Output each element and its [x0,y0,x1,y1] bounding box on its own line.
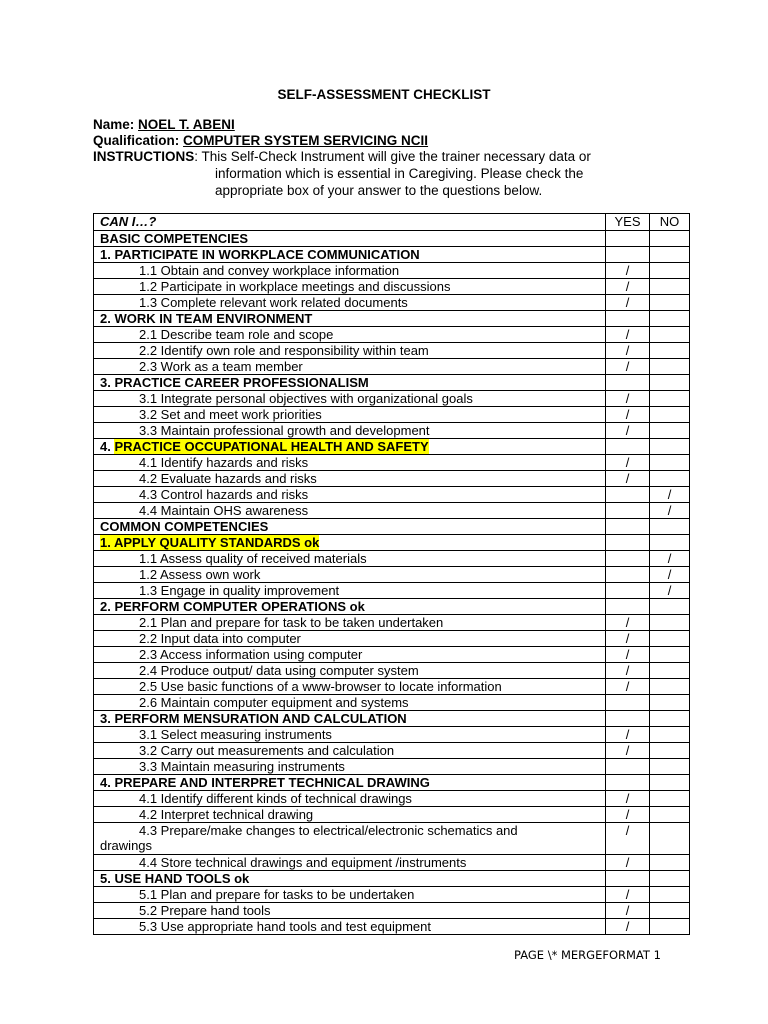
competency-section-row [94,247,690,263]
row-text: 3. PERFORM MENSURATION AND CALCULATION [100,711,407,726]
no-checkbox-cell[interactable] [650,775,690,791]
yes-checkbox-cell[interactable] [606,231,650,247]
no-checkbox-cell[interactable]: / [650,487,690,503]
row-text: BASIC COMPETENCIES [100,231,249,246]
instructions-text: : This Self-Check Instrument will give the trainer necessary data or [194,149,591,164]
row-text: 4.1 Identify different kinds of technical drawings [139,791,412,806]
row-text: 4.3 Control hazards and risks [139,487,309,502]
no-checkbox-cell[interactable] [650,375,690,391]
yes-checkbox-cell[interactable] [606,439,650,455]
yes-checkbox-cell[interactable] [606,711,650,727]
no-checkbox-cell[interactable] [650,391,690,407]
row-label [94,439,606,455]
no-checkbox-cell[interactable] [650,519,690,535]
section-number: 4. [100,439,115,454]
row-label [94,647,606,663]
yes-checkbox-cell[interactable] [606,247,650,263]
row-text: 2.1 Describe team role and scope [139,327,334,342]
row-label [94,903,606,919]
checklist-item-row [94,503,690,519]
yes-checkbox-cell[interactable]: / [606,615,650,631]
row-label [94,583,606,599]
checklist-item-row [94,279,690,295]
row-text: 2.5 Use basic functions of a www-browser to locate information [139,679,502,694]
checklist-item-row [94,807,690,823]
competency-section-row [94,711,690,727]
row-text: 2. WORK IN TEAM ENVIRONMENT [100,311,313,326]
checklist-table [93,213,690,935]
row-text: 2.1 Plan and prepare for task to be taken undertaken [139,615,444,630]
row-label [94,823,606,855]
table-header-row [94,214,690,231]
row-label [94,471,606,487]
row-text: PRACTICE OCCUPATIONAL HEALTH AND SAFETY [114,439,429,454]
row-label [94,807,606,823]
qualification-value: COMPUTER SYSTEM SERVICING NCII [183,133,429,148]
yes-checkbox-cell[interactable]: / [606,631,650,647]
row-label [94,295,606,311]
row-label [94,535,606,551]
checklist-item-row [94,391,690,407]
name-label: Name: [93,117,135,132]
checklist-item-row [94,359,690,375]
row-text: 1.1 Obtain and convey workplace information [139,263,400,278]
row-label [94,519,606,535]
instructions-label: INSTRUCTIONS [93,149,195,164]
checklist-item-row [94,631,690,647]
no-checkbox-cell[interactable] [650,295,690,311]
checklist-item-row [94,567,690,583]
row-label [94,919,606,935]
yes-checkbox-cell[interactable] [606,775,650,791]
competency-section-row [94,775,690,791]
competency-section-row [94,871,690,887]
checklist-item-row [94,903,690,919]
checklist-item-row [94,663,690,679]
row-text: 1.1 Assess quality of received materials [139,551,367,566]
competency-section-row [94,439,690,455]
no-checkbox-cell[interactable] [650,423,690,439]
row-text: 5.3 Use appropriate hand tools and test equipment [139,919,431,934]
row-label [94,727,606,743]
row-label [94,631,606,647]
no-checkbox-cell[interactable] [650,471,690,487]
no-checkbox-cell[interactable] [650,359,690,375]
no-checkbox-cell[interactable] [650,455,690,471]
checklist-item-row [94,615,690,631]
row-text: 1.3 Complete relevant work related documents [139,295,408,310]
competency-section-row [94,535,690,551]
yes-checkbox-cell[interactable]: / [606,471,650,487]
yes-checkbox-cell[interactable]: / [606,423,650,439]
competency-category-row [94,231,690,247]
row-label [94,247,606,263]
checklist-item-row [94,343,690,359]
yes-checkbox-cell[interactable] [606,503,650,519]
no-checkbox-cell[interactable] [650,695,690,711]
checklist-item-row [94,887,690,903]
row-label [94,887,606,903]
no-checkbox-cell[interactable] [650,727,690,743]
no-checkbox-cell[interactable] [650,679,690,695]
row-text: 1.2 Assess own work [139,567,261,582]
yes-checkbox-cell[interactable]: / [606,663,650,679]
yes-checkbox-cell[interactable]: / [606,343,650,359]
row-label [94,263,606,279]
checklist-item-row [94,487,690,503]
row-label [94,663,606,679]
row-label [94,759,606,775]
yes-checkbox-cell[interactable]: / [606,455,650,471]
row-text: 2.6 Maintain computer equipment and systems [139,695,409,710]
row-text: 1.3 Engage in quality improvement [139,583,340,598]
row-label [94,871,606,887]
row-text: 4.3 Prepare/make changes to electrical/electronic schematics and [139,823,518,838]
row-text: 5. USE HAND TOOLS ok [100,871,250,886]
row-text: 4.4 Maintain OHS awareness [139,503,309,518]
row-label [94,679,606,695]
column-header-no: NO [650,214,690,231]
row-text: 3.3 Maintain measuring instruments [139,759,345,774]
checklist-item-row [94,423,690,439]
checklist-item-row [94,327,690,343]
no-checkbox-cell[interactable] [650,919,690,935]
instructions-text-line-3: appropriate box of your answer to the questions below. [215,183,543,198]
column-header-yes: YES [606,214,650,231]
competency-section-row [94,375,690,391]
instructions-line [93,149,591,164]
no-checkbox-cell[interactable]: / [650,567,690,583]
row-label [94,711,606,727]
no-checkbox-cell[interactable] [650,407,690,423]
row-text: 3.1 Integrate personal objectives with organizational goals [139,391,473,406]
row-text: 4. PREPARE AND INTERPRET TECHNICAL DRAWING [100,775,430,790]
yes-checkbox-cell[interactable]: / [606,647,650,663]
yes-checkbox-cell[interactable] [606,583,650,599]
no-checkbox-cell[interactable] [650,439,690,455]
no-checkbox-cell[interactable] [650,263,690,279]
yes-checkbox-cell[interactable]: / [606,727,650,743]
row-label [94,407,606,423]
no-checkbox-cell[interactable] [650,711,690,727]
name-value: NOEL T. ABENI [138,117,235,132]
row-text: 2.3 Work as a team member [139,359,303,374]
checklist-item-row [94,695,690,711]
no-checkbox-cell[interactable] [650,791,690,807]
yes-checkbox-cell[interactable] [606,535,650,551]
no-checkbox-cell[interactable] [650,807,690,823]
row-label [94,855,606,871]
row-text: 2. PERFORM COMPUTER OPERATIONS ok [100,599,365,614]
row-label [94,551,606,567]
row-label [94,615,606,631]
yes-checkbox-cell[interactable] [606,759,650,775]
checklist-item-row [94,679,690,695]
no-checkbox-cell[interactable] [650,615,690,631]
checklist-item-row [94,455,690,471]
row-text: 4.2 Interpret technical drawing [139,807,314,822]
yes-checkbox-cell[interactable]: / [606,391,650,407]
checklist-item-row [94,295,690,311]
yes-checkbox-cell[interactable]: / [606,263,650,279]
yes-checkbox-cell[interactable]: / [606,359,650,375]
competency-section-row [94,599,690,615]
instructions-text-line-2: information which is essential in Caregiving. Please check the [215,166,584,181]
competency-section-row [94,311,690,327]
yes-checkbox-cell[interactable] [606,519,650,535]
checklist-item-row [94,471,690,487]
row-text: 3.2 Set and meet work priorities [139,407,322,422]
yes-checkbox-cell[interactable]: / [606,903,650,919]
yes-checkbox-cell[interactable]: / [606,279,650,295]
row-label [94,695,606,711]
row-text: 3.1 Select measuring instruments [139,727,332,742]
no-checkbox-cell[interactable] [650,599,690,615]
competency-category-row [94,519,690,535]
row-label [94,311,606,327]
no-checkbox-cell[interactable] [650,903,690,919]
row-label [94,327,606,343]
page-title: SELF-ASSESSMENT CHECKLIST [277,87,491,102]
no-checkbox-cell[interactable] [650,759,690,775]
row-label [94,231,606,247]
yes-checkbox-cell[interactable] [606,311,650,327]
checklist-item-row [94,407,690,423]
yes-checkbox-cell[interactable]: / [606,919,650,935]
no-checkbox-cell[interactable] [650,535,690,551]
checklist-item-row [94,855,690,871]
yes-checkbox-cell[interactable] [606,599,650,615]
checklist-item-row [94,823,690,855]
row-label [94,487,606,503]
no-checkbox-cell[interactable] [650,343,690,359]
yes-checkbox-cell[interactable] [606,551,650,567]
yes-checkbox-cell[interactable]: / [606,295,650,311]
qualification-label: Qualification: [93,133,180,148]
no-checkbox-cell[interactable] [650,871,690,887]
no-checkbox-cell[interactable] [650,327,690,343]
yes-checkbox-cell[interactable]: / [606,743,650,759]
row-text: 5.2 Prepare hand tools [139,903,271,918]
no-checkbox-cell[interactable] [650,887,690,903]
row-text: 1. APPLY QUALITY STANDARDS ok [100,535,320,550]
checklist-item-row [94,919,690,935]
checklist-item-row [94,727,690,743]
checklist-item-row [94,647,690,663]
checklist-item-row [94,791,690,807]
no-checkbox-cell[interactable] [650,743,690,759]
no-checkbox-cell[interactable] [650,231,690,247]
row-label [94,391,606,407]
yes-checkbox-cell[interactable] [606,375,650,391]
yes-checkbox-cell[interactable] [606,567,650,583]
yes-checkbox-cell[interactable]: / [606,327,650,343]
row-text: 4.1 Identify hazards and risks [139,455,309,470]
no-checkbox-cell[interactable]: / [650,551,690,567]
row-label [94,455,606,471]
row-label [94,599,606,615]
row-text: 1. PARTICIPATE IN WORKPLACE COMMUNICATION [100,247,420,262]
row-text: 3. PRACTICE CAREER PROFESSIONALISM [100,375,369,390]
column-header-question: CAN I…? [94,214,606,231]
row-label [94,791,606,807]
row-text-continuation: drawings [100,838,153,853]
no-checkbox-cell[interactable]: / [650,583,690,599]
yes-checkbox-cell[interactable]: / [606,823,650,855]
yes-checkbox-cell[interactable]: / [606,887,650,903]
checklist-item-row [94,583,690,599]
row-text: 3.3 Maintain professional growth and development [139,423,430,438]
page-footer: PAGE \* MERGEFORMAT 1 [514,948,661,962]
yes-checkbox-cell[interactable]: / [606,679,650,695]
no-checkbox-cell[interactable] [650,247,690,263]
row-label [94,743,606,759]
yes-checkbox-cell[interactable]: / [606,791,650,807]
checklist-item-row [94,551,690,567]
row-text: 4.2 Evaluate hazards and risks [139,471,317,486]
row-text: 2.3 Access information using computer [139,647,363,662]
row-label [94,775,606,791]
yes-checkbox-cell[interactable] [606,487,650,503]
row-label [94,359,606,375]
no-checkbox-cell[interactable] [650,311,690,327]
checklist-item-row [94,759,690,775]
checklist-item-row [94,743,690,759]
row-text: COMMON COMPETENCIES [100,519,269,534]
row-text: 3.2 Carry out measurements and calculation [139,743,395,758]
no-checkbox-cell[interactable] [650,631,690,647]
row-text: 5.1 Plan and prepare for tasks to be undertaken [139,887,415,902]
yes-checkbox-cell[interactable]: / [606,855,650,871]
row-text: 2.2 Identify own role and responsibility within team [139,343,429,358]
qualification-line [93,133,428,148]
no-checkbox-cell[interactable] [650,279,690,295]
no-checkbox-cell[interactable] [650,823,690,855]
row-label [94,423,606,439]
row-label [94,375,606,391]
name-line [93,117,235,132]
row-text: 4.4 Store technical drawings and equipment /instruments [139,855,467,870]
row-label [94,503,606,519]
row-text: 2.2 Input data into computer [139,631,301,646]
yes-checkbox-cell[interactable] [606,871,650,887]
row-text: 1.2 Participate in workplace meetings and discussions [139,279,451,294]
yes-checkbox-cell[interactable]: / [606,807,650,823]
no-checkbox-cell[interactable] [650,855,690,871]
row-label [94,279,606,295]
row-label [94,343,606,359]
yes-checkbox-cell[interactable] [606,695,650,711]
row-label [94,567,606,583]
row-text: 2.4 Produce output/ data using computer system [139,663,419,678]
no-checkbox-cell[interactable] [650,663,690,679]
yes-checkbox-cell[interactable]: / [606,407,650,423]
checklist-item-row [94,263,690,279]
no-checkbox-cell[interactable]: / [650,503,690,519]
no-checkbox-cell[interactable] [650,647,690,663]
